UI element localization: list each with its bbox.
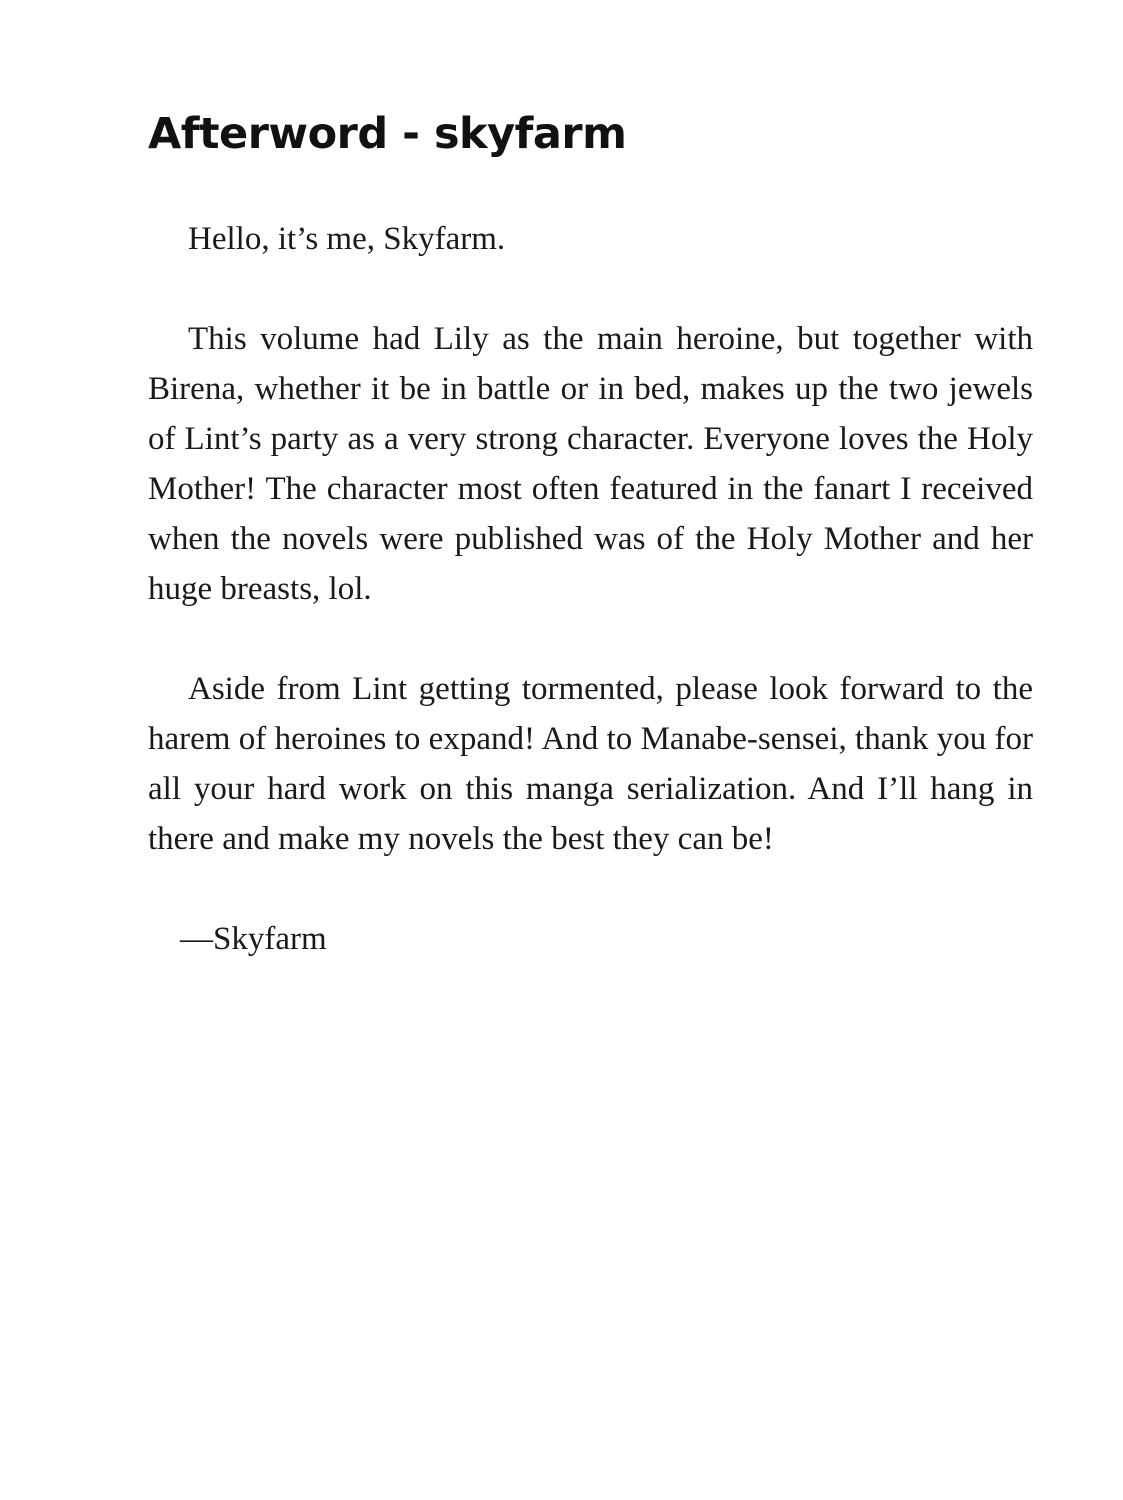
paragraph-thanks: Aside from Lint getting tormented, please look forward to the harem of heroines to expand! And to Manabe-sensei, thank you for all your hard work on this manga serialization. And I’ll hang in there and make my novels the best they can be!: [148, 671, 1033, 857]
page-title: Afterword - skyfarm: [148, 109, 627, 159]
paragraph-lily: This volume had Lily as the main heroine, but together with Birena, whether it be in battle or in bed, makes up the two jewels of Lint’s party as a very strong character. Everyone loves the Holy Mother! The character most often featured in the fanart I received when the novels were published was of the Holy Mother and her huge breasts, lol.: [148, 321, 1033, 607]
afterword-body: [148, 214, 1033, 964]
paragraph-greeting: Hello, it’s me, Skyfarm.: [188, 221, 506, 257]
signature: —Skyfarm: [180, 921, 327, 957]
